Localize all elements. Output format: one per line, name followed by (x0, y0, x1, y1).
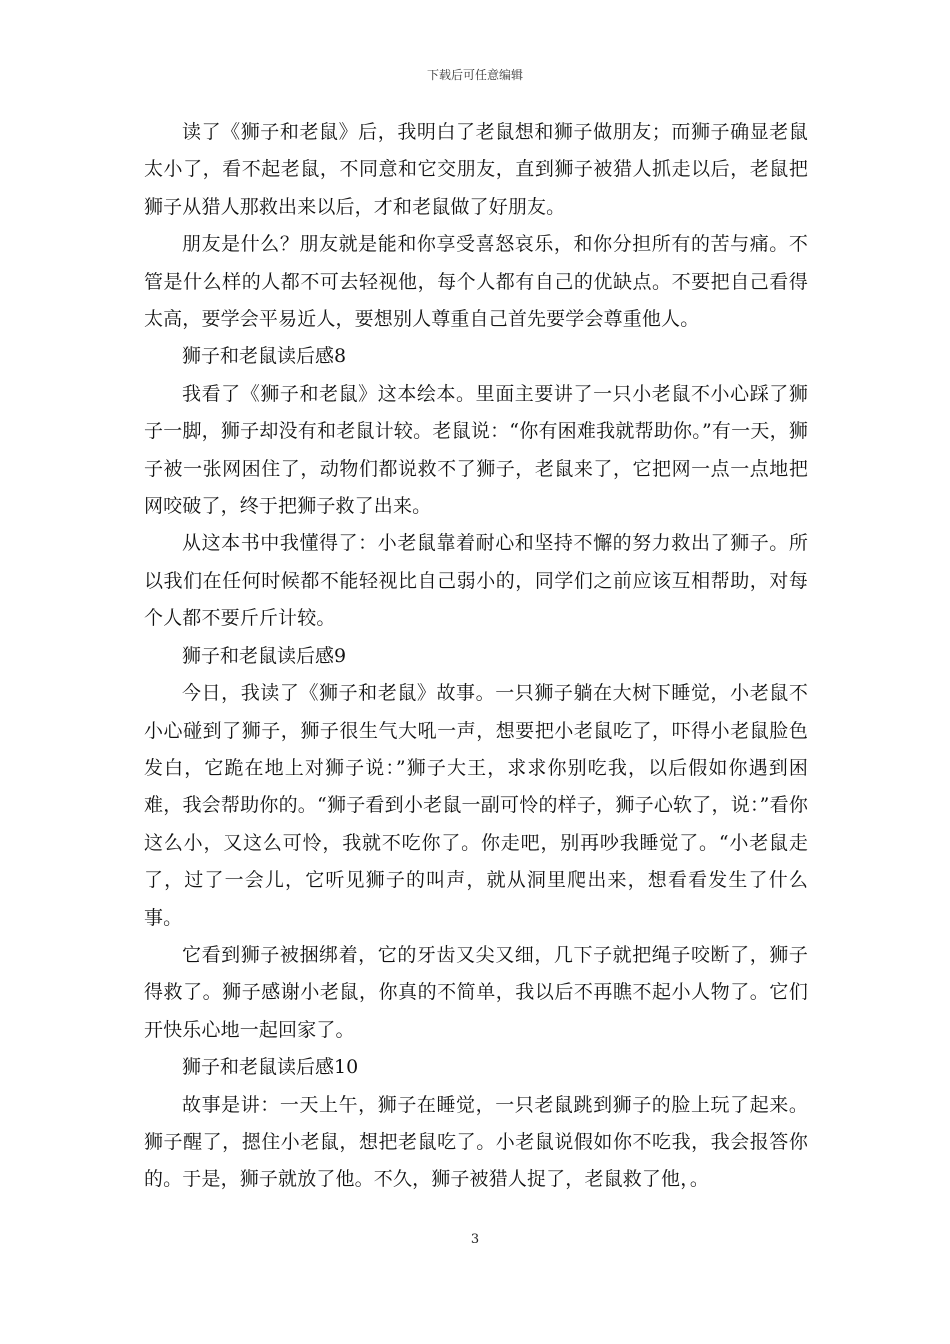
paragraph-1: 读了《狮子和老鼠》后，我明白了老鼠想和狮子做朋友；而狮子确显老鼠太小了，看不起老鼠，不同意和它交朋友，直到狮子被猎人抓走以后，老鼠把狮子从猎人那救出来以后，才和老鼠做了好朋友。 (144, 121, 808, 218)
paragraph-2: 朋友是什么？朋友就是能和你享受喜怒哀乐，和你分担所有的苦与痛。不管是什么样的人都不可去轻视他，每个人都有自己的优缺点。不要把自己看得太高，要学会平易近人，要想别人尊重自己首先要学会尊重他人。 (144, 233, 808, 331)
paragraph-7: 故事是讲：一天上午，狮子在睡觉，一只老鼠跳到狮子的脸上玩了起来。狮子醒了，摁住小老鼠，想把老鼠吃了。小老鼠说假如你不吃我，我会报答你的。于是，狮子就放了他。不久，狮子被猎人捉了，老鼠救了他，。 (144, 1093, 808, 1191)
paragraph-6: 它看到狮子被捆绑着，它的牙齿又尖又细，几下子就把绳子咬断了，狮子得救了。狮子感谢小老鼠，你真的不简单，我以后不再瞧不起小人物了。它们开快乐心地一起回家了。 (144, 943, 808, 1041)
page-header: 下载后可任意编辑 (426, 68, 523, 82)
paragraph-3: 我看了《狮子和老鼠》这本绘本。里面主要讲了一只小老鼠不小心踩了狮子一脚，狮子却没有和老鼠计较。老鼠说：“你有困难我就帮助你。”有一天，狮子被一张网困住了，动物们都说救不了狮子，老鼠来了，它把网一点一点地把网咬破了，终于把狮子救了出来。 (144, 382, 808, 518)
section-heading-9: 狮子和老鼠读后感9 (182, 644, 347, 667)
section-heading-8: 狮子和老鼠读后感8 (182, 345, 347, 368)
document-body (144, 114, 808, 1199)
paragraph-4: 从这本书中我懂得了：小老鼠靠着耐心和坚持不懈的努力救出了狮子。所以我们在任何时候都不能轻视比自己弱小的，同学们之前应该互相帮助，对每个人都不要斤斤计较。 (144, 532, 808, 630)
section-heading-10: 狮子和老鼠读后感10 (182, 1056, 359, 1079)
paragraph-5: 今日，我读了《狮子和老鼠》故事。一只狮子躺在大树下睡觉，小老鼠不小心碰到了狮子，狮子很生气大吼一声，想要把小老鼠吃了，吓得小老鼠脸色发白，它跪在地上对狮子说：”狮子大王，求求你别吃我，以后假如你遇到困难，我会帮助你的。“狮子看到小老鼠一副可怜的样子，狮子心软了，说：”看你这么小，又这么可怜，我就不吃你了。你走吧，别再吵我睡觉了。“小老鼠走了，过了一会儿，它听见狮子的叫声，就从洞里爬出来，想看看发生了什么事。 (144, 682, 808, 929)
page-number: 3 (470, 1232, 480, 1247)
